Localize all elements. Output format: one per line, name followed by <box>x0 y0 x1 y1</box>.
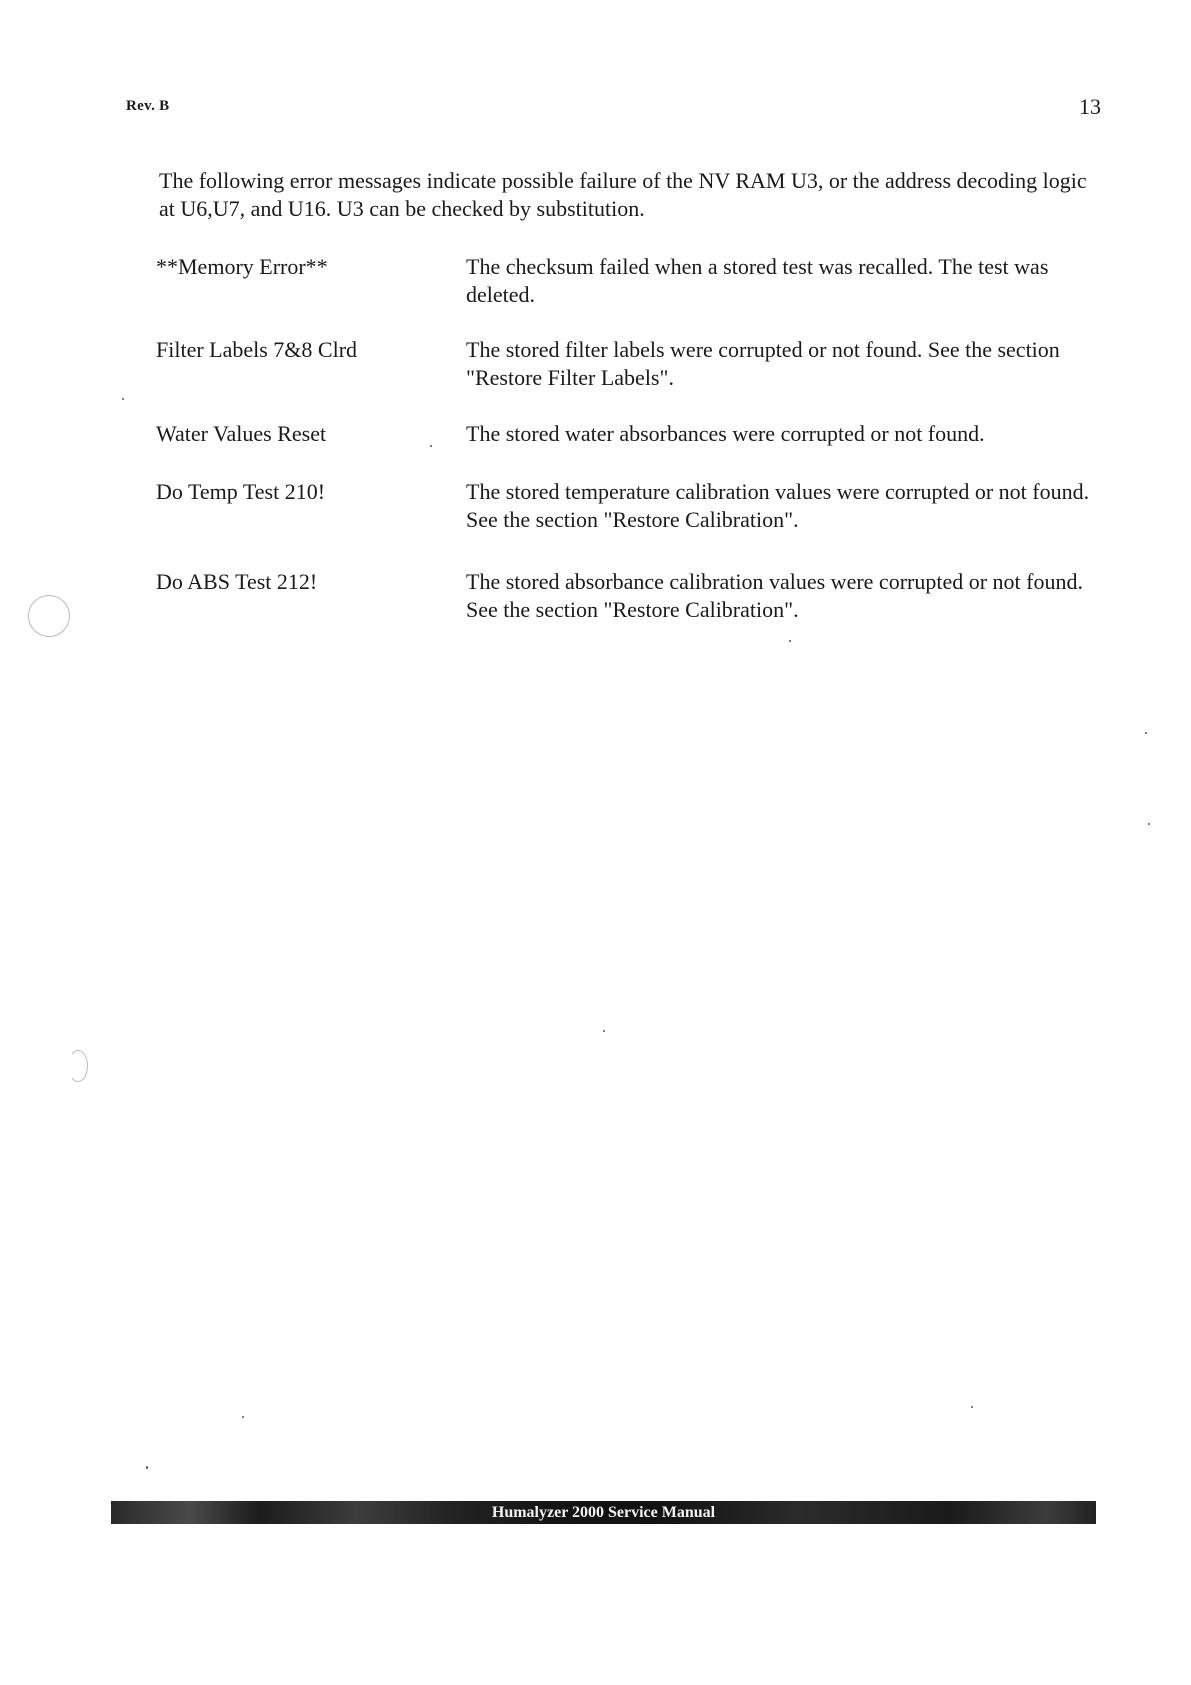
scan-speck <box>146 1466 148 1469</box>
error-code: Do ABS Test 212! <box>156 569 318 594</box>
scan-speck <box>1148 823 1150 825</box>
footer-bar <box>111 1501 1096 1524</box>
punch-hole-mark <box>28 595 70 637</box>
scan-speck <box>122 398 124 400</box>
error-code: Filter Labels 7&8 Clrd <box>156 337 358 362</box>
scan-speck <box>242 1416 244 1418</box>
scan-speck <box>603 1030 605 1032</box>
error-description: The checksum failed when a stored test was recalled. The test was deleted. <box>466 254 1049 307</box>
error-description: The stored temperature calibration values were corrupted or not found. See the section "Restore Calibration". <box>466 479 1090 532</box>
error-code: **Memory Error** <box>156 254 328 279</box>
scan-speck <box>1145 732 1147 734</box>
intro-paragraph: The following error messages indicate possible failure of the NV RAM U3, or the address decoding logic at U6,U7, and U16. U3 can be checked by substitution. <box>159 168 1087 221</box>
error-description: The stored water absorbances were corrupted or not found. <box>466 421 985 446</box>
scan-speck <box>971 1406 973 1408</box>
error-code: Do Temp Test 210! <box>156 479 326 504</box>
punch-hole-mark <box>68 1050 88 1082</box>
page-number: 13 <box>1079 94 1101 119</box>
scan-speck <box>430 445 432 447</box>
error-description: The stored filter labels were corrupted or not found. See the section "Restore Filter Labels". <box>466 337 1060 390</box>
revision-label: Rev. B <box>126 98 170 114</box>
footer-title: Humalyzer 2000 Service Manual <box>491 1504 716 1521</box>
error-description: The stored absorbance calibration values were corrupted or not found. See the section "Restore Calibration". <box>466 569 1083 622</box>
error-code: Water Values Reset <box>156 421 327 446</box>
scan-speck <box>789 640 791 642</box>
